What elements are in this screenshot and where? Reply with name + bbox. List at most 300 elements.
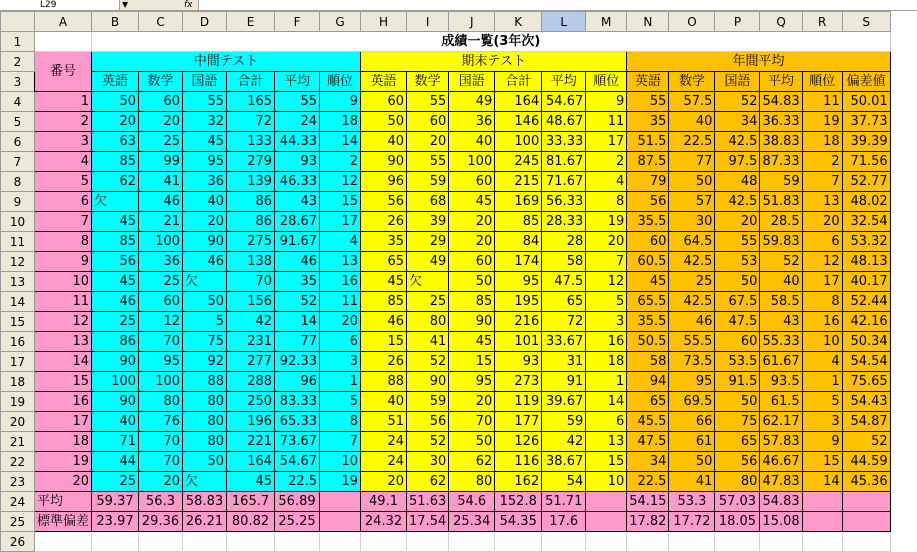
data-cell[interactable]: 75 xyxy=(183,332,227,352)
row-header-21[interactable]: 21 xyxy=(1,432,35,452)
data-cell[interactable]: 10 xyxy=(802,332,842,352)
data-cell[interactable]: 61.67 xyxy=(760,352,802,372)
data-cell[interactable]: 24 xyxy=(275,112,320,132)
data-cell[interactable]: 85 xyxy=(495,212,542,232)
data-cell[interactable]: 45 xyxy=(183,132,227,152)
data-cell[interactable]: 65 xyxy=(361,252,407,272)
data-cell[interactable]: 40 xyxy=(361,392,407,412)
summary-cell[interactable] xyxy=(802,512,842,532)
data-cell[interactable]: 95 xyxy=(669,372,715,392)
data-cell[interactable]: 60 xyxy=(407,112,449,132)
summary-cell[interactable]: 17.72 xyxy=(669,512,715,532)
data-cell[interactable]: 46 xyxy=(183,252,227,272)
data-cell[interactable]: 215 xyxy=(495,172,542,192)
data-cell[interactable]: 8 xyxy=(802,292,842,312)
empty-cell[interactable] xyxy=(760,532,802,552)
data-cell[interactable]: 44.33 xyxy=(275,132,320,152)
data-cell[interactable]: 80 xyxy=(183,392,227,412)
row-header-16[interactable]: 16 xyxy=(1,332,35,352)
row-header-15[interactable]: 15 xyxy=(1,312,35,332)
summary-cell[interactable]: 56.89 xyxy=(275,492,320,512)
data-cell[interactable]: 55.33 xyxy=(760,332,802,352)
data-cell[interactable]: 54.43 xyxy=(842,392,890,412)
data-cell[interactable]: 231 xyxy=(227,332,275,352)
data-cell[interactable]: 40 xyxy=(92,412,139,432)
data-cell[interactable]: 40 xyxy=(183,192,227,212)
data-cell[interactable]: 51.83 xyxy=(760,192,802,212)
data-cell[interactable]: 45 xyxy=(227,472,275,492)
data-cell[interactable]: 47.83 xyxy=(760,472,802,492)
data-cell[interactable]: 75 xyxy=(715,412,760,432)
data-cell[interactable]: 42.16 xyxy=(842,312,890,332)
data-cell[interactable]: 22.5 xyxy=(669,132,715,152)
row-header-14[interactable]: 14 xyxy=(1,292,35,312)
data-cell[interactable]: 17 xyxy=(320,212,361,232)
data-cell[interactable]: 33.67 xyxy=(542,332,586,352)
data-cell[interactable]: 42.5 xyxy=(715,192,760,212)
data-cell[interactable]: 126 xyxy=(495,432,542,452)
data-cell[interactable]: 90 xyxy=(449,312,495,332)
data-cell[interactable]: 95 xyxy=(183,152,227,172)
data-cell[interactable]: 45 xyxy=(449,332,495,352)
data-cell[interactable]: 35 xyxy=(627,112,669,132)
row-header-24[interactable]: 24 xyxy=(1,492,35,512)
data-cell[interactable]: 100 xyxy=(139,232,183,252)
data-cell[interactable]: 5 xyxy=(183,312,227,332)
column-header-n[interactable]: N xyxy=(627,12,669,32)
data-cell[interactable]: 欠 xyxy=(92,192,139,212)
data-cell[interactable]: 48.67 xyxy=(542,112,586,132)
data-cell[interactable]: 50.01 xyxy=(842,92,890,112)
data-cell[interactable]: 95 xyxy=(449,372,495,392)
data-cell[interactable]: 15 xyxy=(802,452,842,472)
data-cell[interactable]: 177 xyxy=(495,412,542,432)
empty-cell[interactable] xyxy=(183,532,227,552)
data-cell[interactable]: 17 xyxy=(802,272,842,292)
data-cell[interactable]: 16 xyxy=(586,332,627,352)
summary-cell[interactable]: 152.8 xyxy=(495,492,542,512)
data-cell[interactable]: 52 xyxy=(275,292,320,312)
data-cell[interactable]: 94 xyxy=(627,372,669,392)
data-cell[interactable]: 25 xyxy=(92,312,139,332)
data-cell[interactable]: 19 xyxy=(320,472,361,492)
data-cell[interactable]: 19 xyxy=(35,452,92,472)
summary-cell[interactable]: 23.97 xyxy=(92,512,139,532)
data-cell[interactable]: 48 xyxy=(715,172,760,192)
data-cell[interactable]: 50 xyxy=(449,272,495,292)
data-cell[interactable]: 57.83 xyxy=(760,432,802,452)
data-cell[interactable]: 45 xyxy=(361,272,407,292)
data-cell[interactable]: 24 xyxy=(361,452,407,472)
data-cell[interactable]: 12 xyxy=(139,312,183,332)
data-cell[interactable]: 76 xyxy=(139,412,183,432)
row-header-1[interactable]: 1 xyxy=(1,32,35,52)
data-cell[interactable]: 25 xyxy=(92,472,139,492)
data-cell[interactable]: 60 xyxy=(139,92,183,112)
data-cell[interactable]: 45.5 xyxy=(627,412,669,432)
data-cell[interactable]: 65 xyxy=(715,432,760,452)
empty-cell[interactable] xyxy=(227,532,275,552)
row-header-9[interactable]: 9 xyxy=(1,192,35,212)
summary-cell[interactable]: 26.21 xyxy=(183,512,227,532)
data-cell[interactable]: 59 xyxy=(407,172,449,192)
data-cell[interactable]: 11 xyxy=(35,292,92,312)
row-header-6[interactable]: 6 xyxy=(1,132,35,152)
data-cell[interactable]: 14 xyxy=(35,352,92,372)
data-cell[interactable]: 11 xyxy=(802,92,842,112)
data-cell[interactable]: 41 xyxy=(669,472,715,492)
data-cell[interactable]: 39.39 xyxy=(842,132,890,152)
empty-cell[interactable] xyxy=(586,532,627,552)
column-header-f[interactable]: F xyxy=(275,12,320,32)
data-cell[interactable]: 35.5 xyxy=(627,212,669,232)
data-cell[interactable]: 146 xyxy=(495,112,542,132)
data-cell[interactable]: 60 xyxy=(627,232,669,252)
data-cell[interactable]: 62 xyxy=(92,172,139,192)
data-cell[interactable]: 21 xyxy=(139,212,183,232)
data-cell[interactable]: 50 xyxy=(669,172,715,192)
data-cell[interactable]: 7 xyxy=(320,432,361,452)
data-cell[interactable]: 42 xyxy=(542,432,586,452)
data-cell[interactable]: 9 xyxy=(35,252,92,272)
summary-cell[interactable]: 53.3 xyxy=(669,492,715,512)
data-cell[interactable]: 30 xyxy=(669,212,715,232)
data-cell[interactable]: 69.5 xyxy=(669,392,715,412)
column-header-m[interactable]: M xyxy=(586,12,627,32)
empty-cell[interactable] xyxy=(35,532,92,552)
data-cell[interactable]: 91.5 xyxy=(715,372,760,392)
data-cell[interactable]: 3 xyxy=(35,132,92,152)
data-cell[interactable]: 48.02 xyxy=(842,192,890,212)
data-cell[interactable]: 29 xyxy=(407,232,449,252)
data-cell[interactable]: 10 xyxy=(586,472,627,492)
data-cell[interactable]: 20 xyxy=(139,472,183,492)
data-cell[interactable]: 60 xyxy=(715,332,760,352)
data-cell[interactable]: 56 xyxy=(92,252,139,272)
data-cell[interactable]: 165 xyxy=(227,92,275,112)
column-header-d[interactable]: D xyxy=(183,12,227,32)
row-header-26[interactable]: 26 xyxy=(1,532,35,552)
data-cell[interactable]: 93 xyxy=(275,152,320,172)
data-cell[interactable]: 49 xyxy=(407,252,449,272)
data-cell[interactable]: 77 xyxy=(275,332,320,352)
row-header-4[interactable]: 4 xyxy=(1,92,35,112)
data-cell[interactable]: 9 xyxy=(586,92,627,112)
data-cell[interactable]: 15 xyxy=(586,452,627,472)
data-cell[interactable]: 50 xyxy=(92,92,139,112)
summary-cell[interactable]: 57.03 xyxy=(715,492,760,512)
data-cell[interactable]: 288 xyxy=(227,372,275,392)
data-cell[interactable]: 32.54 xyxy=(842,212,890,232)
data-cell[interactable]: 4 xyxy=(35,152,92,172)
data-cell[interactable]: 44 xyxy=(92,452,139,472)
data-cell[interactable]: 20 xyxy=(449,212,495,232)
data-cell[interactable]: 279 xyxy=(227,152,275,172)
data-cell[interactable]: 73.67 xyxy=(275,432,320,452)
data-cell[interactable]: 62 xyxy=(449,452,495,472)
data-cell[interactable]: 4 xyxy=(802,352,842,372)
data-cell[interactable]: 14 xyxy=(320,132,361,152)
data-cell[interactable]: 72 xyxy=(542,312,586,332)
data-cell[interactable]: 65 xyxy=(542,292,586,312)
data-cell[interactable]: 64.5 xyxy=(669,232,715,252)
data-cell[interactable]: 91.67 xyxy=(275,232,320,252)
data-cell[interactable]: 100 xyxy=(139,372,183,392)
data-cell[interactable]: 28.33 xyxy=(542,212,586,232)
data-cell[interactable]: 93.5 xyxy=(760,372,802,392)
data-cell[interactable]: 22.5 xyxy=(275,472,320,492)
data-cell[interactable]: 31 xyxy=(542,352,586,372)
data-cell[interactable]: 88 xyxy=(183,372,227,392)
empty-cell[interactable] xyxy=(842,532,890,552)
data-cell[interactable]: 85 xyxy=(92,232,139,252)
data-cell[interactable]: 59.83 xyxy=(760,232,802,252)
data-cell[interactable]: 59 xyxy=(760,172,802,192)
data-cell[interactable]: 221 xyxy=(227,432,275,452)
data-cell[interactable]: 70 xyxy=(139,432,183,452)
data-cell[interactable]: 19 xyxy=(586,212,627,232)
data-cell[interactable]: 80 xyxy=(449,472,495,492)
data-cell[interactable]: 25 xyxy=(139,132,183,152)
data-cell[interactable]: 38.67 xyxy=(542,452,586,472)
data-cell[interactable]: 46 xyxy=(92,292,139,312)
data-cell[interactable]: 50 xyxy=(715,272,760,292)
data-cell[interactable]: 58 xyxy=(542,252,586,272)
data-cell[interactable]: 30 xyxy=(407,452,449,472)
data-cell[interactable]: 2 xyxy=(586,152,627,172)
data-cell[interactable]: 71.56 xyxy=(842,152,890,172)
data-cell[interactable]: 46 xyxy=(361,312,407,332)
data-cell[interactable]: 85 xyxy=(361,292,407,312)
summary-cell[interactable]: 51.63 xyxy=(407,492,449,512)
data-cell[interactable]: 16 xyxy=(802,312,842,332)
data-cell[interactable]: 41 xyxy=(407,332,449,352)
data-cell[interactable]: 169 xyxy=(495,192,542,212)
data-cell[interactable]: 56.33 xyxy=(542,192,586,212)
data-cell[interactable]: 164 xyxy=(227,452,275,472)
data-cell[interactable]: 40 xyxy=(760,272,802,292)
data-cell[interactable]: 4 xyxy=(320,232,361,252)
data-cell[interactable]: 46.33 xyxy=(275,172,320,192)
data-cell[interactable]: 55 xyxy=(407,152,449,172)
data-cell[interactable]: 95 xyxy=(495,272,542,292)
data-cell[interactable]: 36 xyxy=(139,252,183,272)
data-cell[interactable]: 50 xyxy=(183,452,227,472)
data-cell[interactable]: 8 xyxy=(586,192,627,212)
row-header-5[interactable]: 5 xyxy=(1,112,35,132)
data-cell[interactable]: 80 xyxy=(715,472,760,492)
data-cell[interactable]: 119 xyxy=(495,392,542,412)
empty-cell[interactable] xyxy=(542,532,586,552)
data-cell[interactable]: 25 xyxy=(139,272,183,292)
data-cell[interactable]: 50.34 xyxy=(842,332,890,352)
summary-cell[interactable]: 59.37 xyxy=(92,492,139,512)
data-cell[interactable]: 43 xyxy=(275,192,320,212)
column-header-k[interactable]: K xyxy=(495,12,542,32)
data-cell[interactable]: 50 xyxy=(669,452,715,472)
data-cell[interactable]: 79 xyxy=(627,172,669,192)
column-header-s[interactable]: S xyxy=(842,12,890,32)
data-cell[interactable]: 52 xyxy=(842,432,890,452)
data-cell[interactable]: 48.13 xyxy=(842,252,890,272)
data-cell[interactable]: 45.36 xyxy=(842,472,890,492)
data-cell[interactable]: 20 xyxy=(35,472,92,492)
data-cell[interactable]: 欠 xyxy=(183,272,227,292)
data-cell[interactable]: 20 xyxy=(586,232,627,252)
data-cell[interactable]: 5 xyxy=(802,392,842,412)
empty-cell[interactable] xyxy=(495,532,542,552)
data-cell[interactable]: 47.5 xyxy=(542,272,586,292)
data-cell[interactable]: 196 xyxy=(227,412,275,432)
data-cell[interactable]: 47.5 xyxy=(627,432,669,452)
data-cell[interactable]: 156 xyxy=(227,292,275,312)
data-cell[interactable]: 60 xyxy=(139,292,183,312)
name-box[interactable]: L29 xyxy=(0,0,120,10)
data-cell[interactable]: 90 xyxy=(361,152,407,172)
column-header-r[interactable]: R xyxy=(802,12,842,32)
data-cell[interactable]: 1 xyxy=(35,92,92,112)
data-cell[interactable]: 86 xyxy=(92,332,139,352)
column-header-e[interactable]: E xyxy=(227,12,275,32)
data-cell[interactable]: 68 xyxy=(407,192,449,212)
summary-cell[interactable]: 58.83 xyxy=(183,492,227,512)
summary-cell[interactable] xyxy=(842,492,890,512)
summary-cell[interactable] xyxy=(586,492,627,512)
data-cell[interactable]: 85 xyxy=(92,152,139,172)
data-cell[interactable]: 90 xyxy=(92,352,139,372)
data-cell[interactable]: 100 xyxy=(92,372,139,392)
data-cell[interactable]: 6 xyxy=(802,232,842,252)
data-cell[interactable]: 52 xyxy=(407,432,449,452)
data-cell[interactable]: 83.33 xyxy=(275,392,320,412)
row-header-25[interactable]: 25 xyxy=(1,512,35,532)
data-cell[interactable]: 138 xyxy=(227,252,275,272)
data-cell[interactable]: 56 xyxy=(407,412,449,432)
summary-cell[interactable]: 56.3 xyxy=(139,492,183,512)
data-cell[interactable]: 28.67 xyxy=(275,212,320,232)
data-cell[interactable]: 42.5 xyxy=(715,132,760,152)
data-cell[interactable]: 3 xyxy=(802,412,842,432)
data-cell[interactable]: 18 xyxy=(35,432,92,452)
data-cell[interactable]: 93 xyxy=(495,352,542,372)
data-cell[interactable]: 1 xyxy=(586,372,627,392)
data-cell[interactable]: 162 xyxy=(495,472,542,492)
summary-cell[interactable]: 54.15 xyxy=(627,492,669,512)
data-cell[interactable]: 42.5 xyxy=(669,292,715,312)
data-cell[interactable]: 52 xyxy=(407,352,449,372)
empty-cell[interactable] xyxy=(669,532,715,552)
data-cell[interactable]: 275 xyxy=(227,232,275,252)
data-cell[interactable]: 46.67 xyxy=(760,452,802,472)
data-cell[interactable]: 45 xyxy=(92,272,139,292)
data-cell[interactable]: 10 xyxy=(320,452,361,472)
data-cell[interactable]: 36 xyxy=(183,172,227,192)
summary-cell[interactable]: 49.1 xyxy=(361,492,407,512)
data-cell[interactable]: 99 xyxy=(139,152,183,172)
data-cell[interactable]: 77 xyxy=(669,152,715,172)
data-cell[interactable]: 20 xyxy=(320,312,361,332)
data-cell[interactable]: 57 xyxy=(669,192,715,212)
data-cell[interactable]: 56 xyxy=(627,192,669,212)
data-cell[interactable]: 54.54 xyxy=(842,352,890,372)
data-cell[interactable]: 90 xyxy=(407,372,449,392)
empty-cell[interactable] xyxy=(361,532,407,552)
data-cell[interactable]: 欠 xyxy=(407,272,449,292)
formula-input[interactable] xyxy=(198,0,917,10)
select-all-corner[interactable] xyxy=(1,12,35,32)
data-cell[interactable]: 86 xyxy=(227,212,275,232)
column-header-h[interactable]: H xyxy=(361,12,407,32)
data-cell[interactable]: 25 xyxy=(407,292,449,312)
data-cell[interactable]: 91 xyxy=(542,372,586,392)
summary-cell[interactable]: 29.36 xyxy=(139,512,183,532)
data-cell[interactable]: 81.67 xyxy=(542,152,586,172)
data-cell[interactable]: 85 xyxy=(449,292,495,312)
data-cell[interactable]: 16 xyxy=(35,392,92,412)
row-header-22[interactable]: 22 xyxy=(1,452,35,472)
data-cell[interactable]: 55.5 xyxy=(669,332,715,352)
data-cell[interactable]: 9 xyxy=(320,92,361,112)
data-cell[interactable]: 100 xyxy=(495,132,542,152)
data-cell[interactable]: 40.17 xyxy=(842,272,890,292)
data-cell[interactable]: 73.5 xyxy=(669,352,715,372)
data-cell[interactable]: 7 xyxy=(35,212,92,232)
data-cell[interactable]: 55 xyxy=(715,232,760,252)
data-cell[interactable]: 18 xyxy=(802,132,842,152)
data-cell[interactable]: 67.5 xyxy=(715,292,760,312)
data-cell[interactable]: 18 xyxy=(320,112,361,132)
data-cell[interactable]: 2 xyxy=(35,112,92,132)
data-cell[interactable]: 58 xyxy=(627,352,669,372)
data-cell[interactable]: 24 xyxy=(361,432,407,452)
data-cell[interactable]: 16 xyxy=(320,272,361,292)
data-cell[interactable]: 26 xyxy=(361,212,407,232)
row-header-3[interactable]: 3 xyxy=(1,72,35,92)
data-cell[interactable]: 61.5 xyxy=(760,392,802,412)
data-cell[interactable]: 17 xyxy=(586,132,627,152)
data-cell[interactable]: 17 xyxy=(35,412,92,432)
data-cell[interactable]: 36.33 xyxy=(760,112,802,132)
data-cell[interactable]: 3 xyxy=(586,312,627,332)
data-cell[interactable]: 14 xyxy=(802,472,842,492)
row-header-19[interactable]: 19 xyxy=(1,392,35,412)
data-cell[interactable]: 35 xyxy=(361,232,407,252)
data-cell[interactable]: 46 xyxy=(139,192,183,212)
column-header-b[interactable]: B xyxy=(92,12,139,32)
empty-cell[interactable] xyxy=(449,532,495,552)
row-header-12[interactable]: 12 xyxy=(1,252,35,272)
empty-cell[interactable] xyxy=(92,532,139,552)
column-header-g[interactable]: G xyxy=(320,12,361,32)
row-header-2[interactable]: 2 xyxy=(1,52,35,72)
data-cell[interactable]: 15 xyxy=(320,192,361,212)
data-cell[interactable]: 59 xyxy=(542,412,586,432)
data-cell[interactable]: 20 xyxy=(802,212,842,232)
data-cell[interactable]: 56 xyxy=(715,452,760,472)
row-header-11[interactable]: 11 xyxy=(1,232,35,252)
data-cell[interactable]: 42 xyxy=(227,312,275,332)
data-cell[interactable]: 87.5 xyxy=(627,152,669,172)
summary-cell[interactable]: 165.7 xyxy=(227,492,275,512)
summary-cell[interactable]: 25.25 xyxy=(275,512,320,532)
data-cell[interactable]: 52 xyxy=(760,252,802,272)
data-cell[interactable]: 46 xyxy=(275,252,320,272)
column-header-j[interactable]: J xyxy=(449,12,495,32)
summary-cell[interactable]: 54.6 xyxy=(449,492,495,512)
data-cell[interactable]: 96 xyxy=(275,372,320,392)
data-cell[interactable]: 28.5 xyxy=(760,212,802,232)
data-cell[interactable]: 133 xyxy=(227,132,275,152)
